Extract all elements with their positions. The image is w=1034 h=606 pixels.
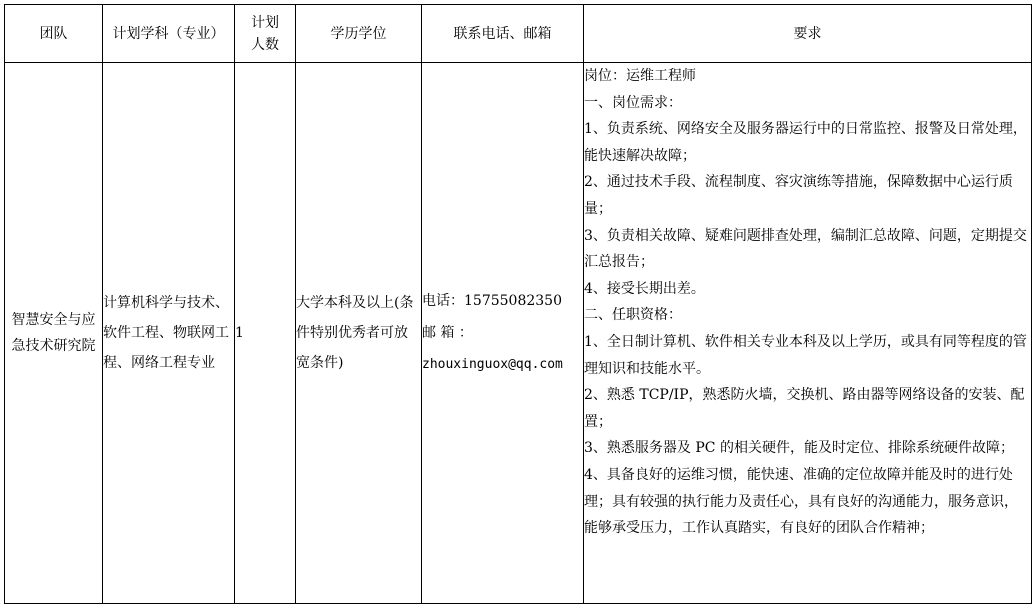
req-line: 1、负责系统、网络安全及服务器运行中的日常监控、报警及日常处理，能快速解决故障； <box>584 121 1027 164</box>
email-label-char-1: 邮 <box>422 325 436 341</box>
header-contact: 联系电话、邮箱 <box>422 5 584 63</box>
job-requirements-table <box>4 4 1032 604</box>
contact-cell <box>422 63 584 604</box>
degree-cell: 大学本科及以上(条件特别优秀者可放宽条件) <box>296 63 422 604</box>
header-degree: 学历学位 <box>296 5 422 63</box>
header-requirements: 要求 <box>584 5 1032 63</box>
req-line: 二、任职资格： <box>584 307 682 324</box>
req-line: 岗位：运维工程师 <box>584 68 696 84</box>
phone-text: 电话：15755082350 <box>422 293 562 309</box>
req-line: 3、熟悉服务器及 PC 的相关硬件，能及时定位、排除系统硬件故障； <box>584 440 1014 457</box>
requirements-cell <box>584 63 1032 604</box>
header-count: 计划人数 <box>235 5 296 63</box>
req-line: 3、负责相关故障、疑难问题排查处理，编制汇总故障、问题，定期提交汇总报告； <box>584 227 1027 271</box>
header-row <box>5 5 1032 63</box>
req-line: 2、通过技术手段、流程制度、容灾演练等措施，保障数据中心运行质量； <box>584 174 1013 217</box>
email-label-char-2: 箱 <box>440 325 455 341</box>
email-text: zhouxinguox@qq.com <box>422 357 563 372</box>
req-line: 一、岗位需求： <box>584 94 682 111</box>
team-cell: 智慧安全与应急技术研究院 <box>5 63 103 604</box>
table-row <box>5 63 1032 604</box>
req-line: 4、具备良好的运维习惯，能快速、准确的定位故障并能及时的进行处理；具有较强的执行能力及责任心，具有良好的沟通能力，服务意识，能够承受压力，工作认真踏实，有良好的团队合作精神； <box>584 466 1018 537</box>
email-label-colon: ： <box>458 325 473 341</box>
req-line: 1、全日制计算机、软件相关专业本科及以上学历，或具有同等程度的管理知识和技能水平。 <box>584 333 1027 377</box>
req-line: 2、熟悉 TCP/IP，熟悉防火墙，交换机、路由器等网络设备的安装、配置； <box>584 387 1025 430</box>
email-label <box>422 317 583 349</box>
major-cell: 计算机科学与技术、软件工程、物联网工程、网络工程专业 <box>103 63 235 604</box>
count-cell: 1 <box>235 63 296 604</box>
header-team: 团队 <box>5 5 103 63</box>
header-major: 计划学科（专业） <box>103 5 235 63</box>
req-line: 4、接受长期出差。 <box>584 280 705 297</box>
